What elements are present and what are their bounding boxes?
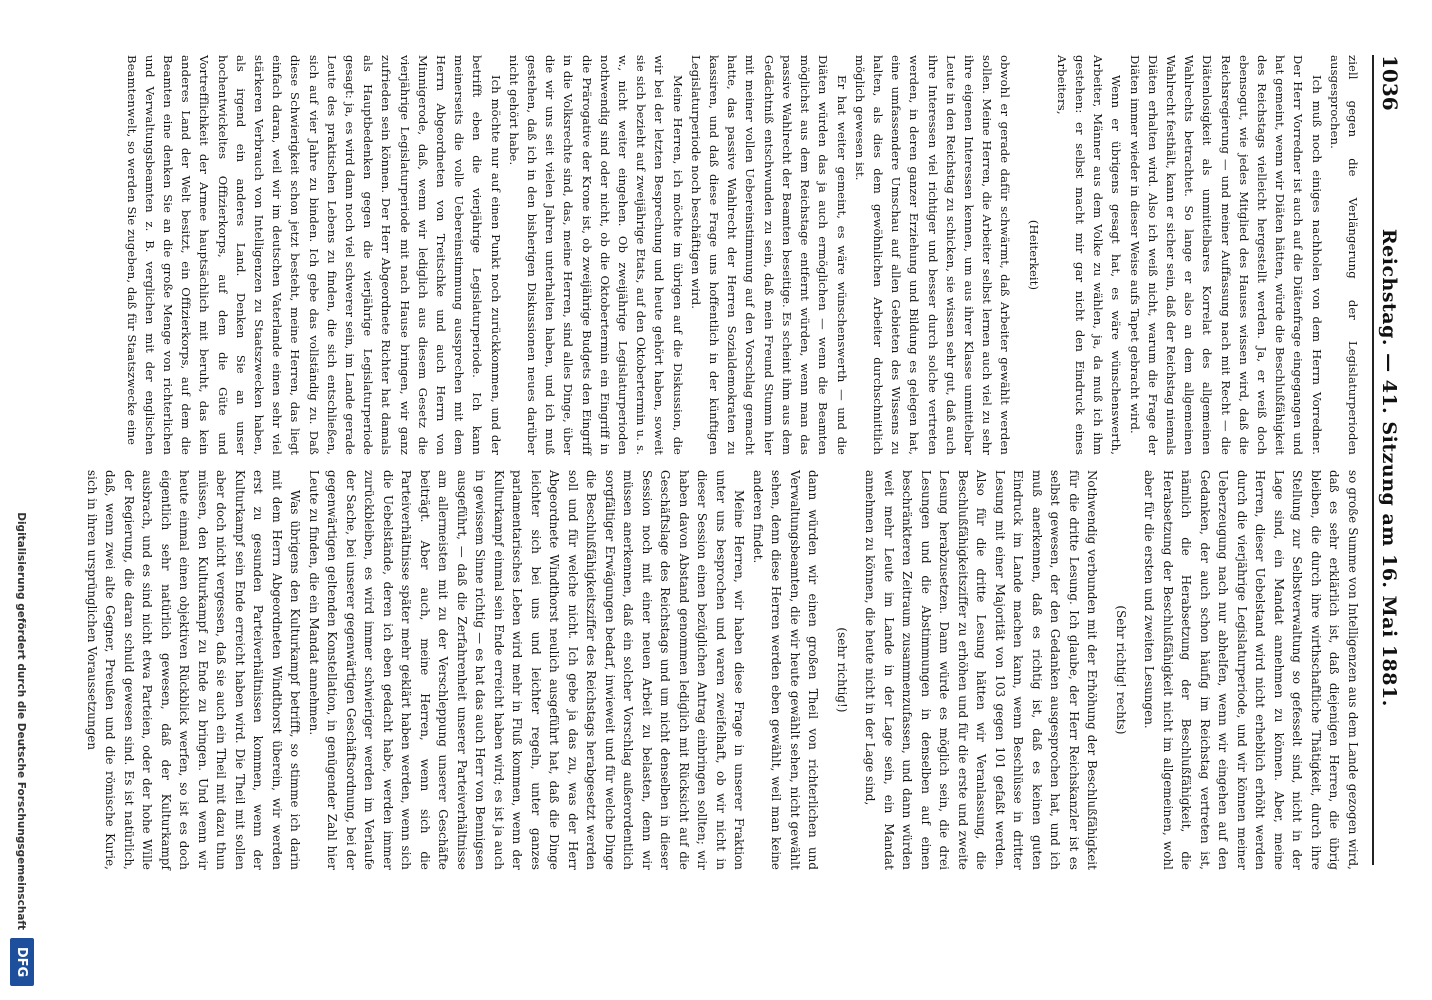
digitization-credit: Digitalisierung gefördert durch die Deutsche Forschungsgemeinschaft: [15, 512, 27, 930]
interjection: (sehr richtig!): [835, 627, 849, 713]
paragraph: Nothwendig verbunden mit der Erhöhung der Beschlußfähigkeit für die dritte Lesung. Ich glaube, der Herr Reichskanzler ist es selbst gewesen, der den Gedanken ausgesprochen hat, und ich muß anerkennen, daß es richtig ist, daß es keinen guten Eindruck im Lande machen kann, wenn Beschlüsse in dritter Lesung mit einer Majorität von 103 gegen 101 gefaßt werden. Also für die dritte Lesung hätten wir Veranlassung, die Beschlußfähigkeitsziffer zu erhöhen und für die erste und zweite Lesung herabzusetzen. Dann würde es möglich sein, die drei Lesungen und die Abstimmungen in denselben auf einen beschränkteren Zeitraum zusammenzufassen, und dann würden weit mehr Leute im Lande in der Lage sein, ein Mandat annehmen zu können, die heute nicht in der Lage sind,: [863, 470, 1100, 870]
paragraph: Wenn er übrigens gesagt hat, es wäre wünschenswerth, Arbeiter, Männer aus dem Volke zu wählen, ja, da muß ich ihm gestehen: er selbst macht mir gar nicht den Eindruck eines Arbeiters,: [1054, 55, 1124, 455]
paragraph: Ich möchte nur auf einen Punkt noch zurückkommen, und der betrifft eben die vierjährige Legislaturperiode. Ich kann meinerseits die volle Uebereinstimmung aussprechen mit dem Herrn Abgeordneten von Treitschke und auch Herrn von Minnigerode, daß, wenn wir lediglich aus diesem Gesetz die vierjährige Legislaturperiode mit nach Hause bringen, wir ganz zufrieden sein können. Der Herr Abgeordnete Richter hat damals als Hauptbedenken gegen die vierjährige Legislaturperiode gesagt: ja, es wird dann noch viel schwerer sein, im Lande gerade Leute des praktischen Lebens zu finden, die sich entschließen, sich auf vier Jahre zu binden. Ich gebe das vollständig zu. Daß diese Schwierigkeit schon jetzt besteht, meine Herren, das liegt einfach daran, weil wir im deutschen Vaterlande einen sehr viel stärkeren Verbrauch von Intelligenzen zu Staatszwecken haben, als irgend ein anderes Land. Denken Sie an unser hochentwickeltes Offizierkorps, auf dem die Güte und Vortrefflichkeit der Armee hauptsächlich mit beruht, das kein anderes Land der Welt besitzt, ein Offizierkorps, auf dem die Beamten eine denken Sie an die große Menge von richterlichen und Verwaltungsbeamten z. B. verglichen mit der englischen Beamtenwelt, so werden Sie zugeben, daß für Staatszwecke eine: [124, 55, 503, 455]
paragraph: so große Summe von Intelligenzen aus dem Lande gezogen wird, daß es sehr erklärlich ist, daß diejenigen Herren, die übrig bleiben, die durch ihre wirthschaftliche Thätigkeit, durch ihre Stellung zur Selbstverwaltung so gefesselt sind, nicht in der Lage sind, ein Mandat annehmen zu können. Aber, meine Herren, dieser Uebelstand wird nicht erheblich erhöht werden durch die vierjährige Legislaturperiode, und wir können meiner Ueberzeugung nach nur abhelfen, wenn wir eingehen auf den Gedanken, der auch schon häufig im Reichstag vertreten ist, nämlich die Herabsetzung der Beschlußfähigkeit, die Herabsetzung der Beschlußfähigkeit nicht im allgemeinen, wohl aber für die ersten und zweiten Lesungen.: [1142, 470, 1360, 870]
page-number: 1036: [1378, 55, 1402, 111]
paragraph: dann würden wir einen großen Theil von richterlichen und Verwaltungsbeamten, die wir heute gewählt sehen, nicht gewählt sehen, denn diese Herren werden eben gewählt, weil man keine anderen findet.: [751, 470, 821, 870]
paragraph: Er hat weiter gemeint, es wäre wünschenswerth — und die Diäten würden das ja auch ermöglichen — wenn die Beamten möglichst aus dem Reichstage entfernt würden, wenn man das passive Wahlrecht der Beamten beseitige. Es scheint ihm aus dem Gedächtniß entschwunden zu sein, daß mein Freund Stumm hier mit meiner vollen Uebereinstimmung auf den Vorschlag gemacht hatte, das passive Wahlrecht der Herren Sozialdemokraten zu kassiren, und daß diese Frage uns hoffentlich in der künftigen Legislaturperiode noch beschäftigen wird.: [688, 55, 849, 455]
paragraph: Meine Herren, ich möchte im übrigen auf die Diskussion, die wir bei der letzten Besprechung und heute gehört haben, soweit sie sich bezieht auf zweijährige Etats, auf den Oktobertermin u. s. w., nicht weiter eingehen. Ob zweijährige Legislaturperioden nothwendig sind oder nicht, ob die Oktobertermin ein Eingriff in die Prärogative der Krone ist, ob zweijährige Budgets den Eingriff in die Volksrechte sind, das, meine Herren, sind alles Dinge, über die wir uns seit vielen Jahren unterhalten haben, und ich muß gestehen, daß ich in den bisherigen Diskussionen neues darüber nicht gehört habe.: [506, 55, 685, 455]
right-column: [83, 470, 1363, 870]
paragraph: Ich muß noch einiges nachholen von dem Herrn Vorredner. Der Herr Vorredner ist auch auf die Diätenfrage eingegangen und hat gemeint, wenn wir Diäten hätten, würde die Beschlußfähigkeit des Reichstags vielleicht hergestellt werden. Ja, er weiß doch ebensogut, wie jedes Mitglied des Hauses wissen wird, daß die Reichsregierung — und meiner Auffassung nach mit Recht — die Diätenlosigkeit als unmittelbares Korrelat des allgemeinen Wahlrechts betrachtet. So lange er also an dem allgemeinen Wahlrecht festhält, kann er sicher sein, daß der Reichstag niemals Diäten erhalten wird. Also ich weiß nicht, warum die Frage der Diäten immer wieder in dieser Weise aufs Tapet gebracht wird.: [1127, 55, 1324, 455]
interjection: (Heiterkeit): [1026, 219, 1041, 291]
left-column: [122, 55, 1362, 455]
paragraph: ziell gegen die Verlängerung der Legislaturperioden ausgesprochen.: [1327, 55, 1360, 455]
interjection: (Sehr richtig! rechts): [1114, 605, 1128, 735]
paragraph: Meine Herren, wir haben diese Frage in unserer Fraktion unter uns besprochen und waren zweifelhaft, ob wir nicht in dieser Session einen bezüglichen Antrag einbringen sollten; wir haben davon Abstand genommen lediglich mit Rücksicht auf die Geschäftslage des Reichstags und um nicht denselben in dieser Session noch mit einer neuen Arbeit zu belasten, denn wir müssen anerkennen, daß ein solcher Vorschlag außerordentlich sorgfältiger Erwägungen bedarf, inwieweit und für welche Dinge die Beschlußfähigkeitsziffer des Reichstags herabgesetzt werden soll und für welche nicht. Ich gebe ja das zu, was der Herr Abgeordnete Windthorst neulich ausgeführt hat, daß die Dinge leichter sich bei uns und leichter regeln, unter ganzes parlamentarisches Leben wird mehr in Fluß kommen, wenn der Kulturkampf einmal sein Ende erreicht haben wird; es ist ja auch in gewissem Sinne richtig — es hat das auch Herr von Bennigsen ausgeführt, — daß die Zerfahrenheit unserer Parteiverhältnisse am allermeisten mit zu der Verschleppung unserer Geschäfte beiträgt. Aber auch, meine Herren, wenn sich die Parteiverhältnisse später mehr geklärt haben werden, wenn sich die Uebelstände, deren ich eben gedacht habe, werden immer zurückbleiben, es wird immer schwieriger werden im Verlaufe der Sache, bei unserer gegenwärtigen Geschäftsordnung, bei der gegenwärtigen geltenden Konstellation, in genügender Zahl hier Leute zu finden, die ein Mandat annehmen.: [307, 470, 747, 870]
running-title: Reichstag. — 41. Sitzung am 16. Mai 1881.: [1378, 228, 1400, 707]
dfg-logo: DFG: [10, 938, 34, 986]
paragraph: Was übrigens den Kulturkampf betrifft, so stimme ich darin mit dem Herrn Abgeordneten Windthorst überein, wir werden erst zu gesunden Parteiverhältnissen kommen, wenn der Kulturkampf sein Ende erreicht haben wird. Die Theil mit sollen aber doch nicht vergessen, daß sie auch ein Theil mit dazu thun müssen, den Kulturkampf zu Ende zu bringen. Und wenn wir heute einmal einen objektiven Rückblick werfen, so ist es doch eigentlich sehr natürlich gewesen, daß der Kulturkampf ausbrach, und es sind nicht etwa Parteien, oder der hohe Wille der Regierung, die daran schuld gewesen sind. Es ist natürlich, daß, wenn zwei alte Gegner, Preußen und die römische Kurie, sich in ihren ursprünglichen Voraussetzungen: [85, 470, 303, 870]
running-header: [1372, 55, 1412, 865]
paragraph: obwohl er gerade dafür schwärmt, daß Arbeiter gewählt werden sollen. Meine Herren, die Arbeiter selbst lernen auch viel zu sehr ihre eigenen Interessen kennen, um aus ihrer Klasse unmittelbar Leute in den Reichstag zu schicken, sie wissen sehr gut, daß auch ihre Interessen viel richtiger und besser durch solche vertreten werden, in deren ganzer Erziehung und Bildung es gelegen hat, eine umfassendere Umschau auf allen Gebieten des Wissens zu halten, als dies dem gewöhnlichen Arbeiter durchschnittlich möglich gewesen ist.: [852, 55, 1013, 455]
